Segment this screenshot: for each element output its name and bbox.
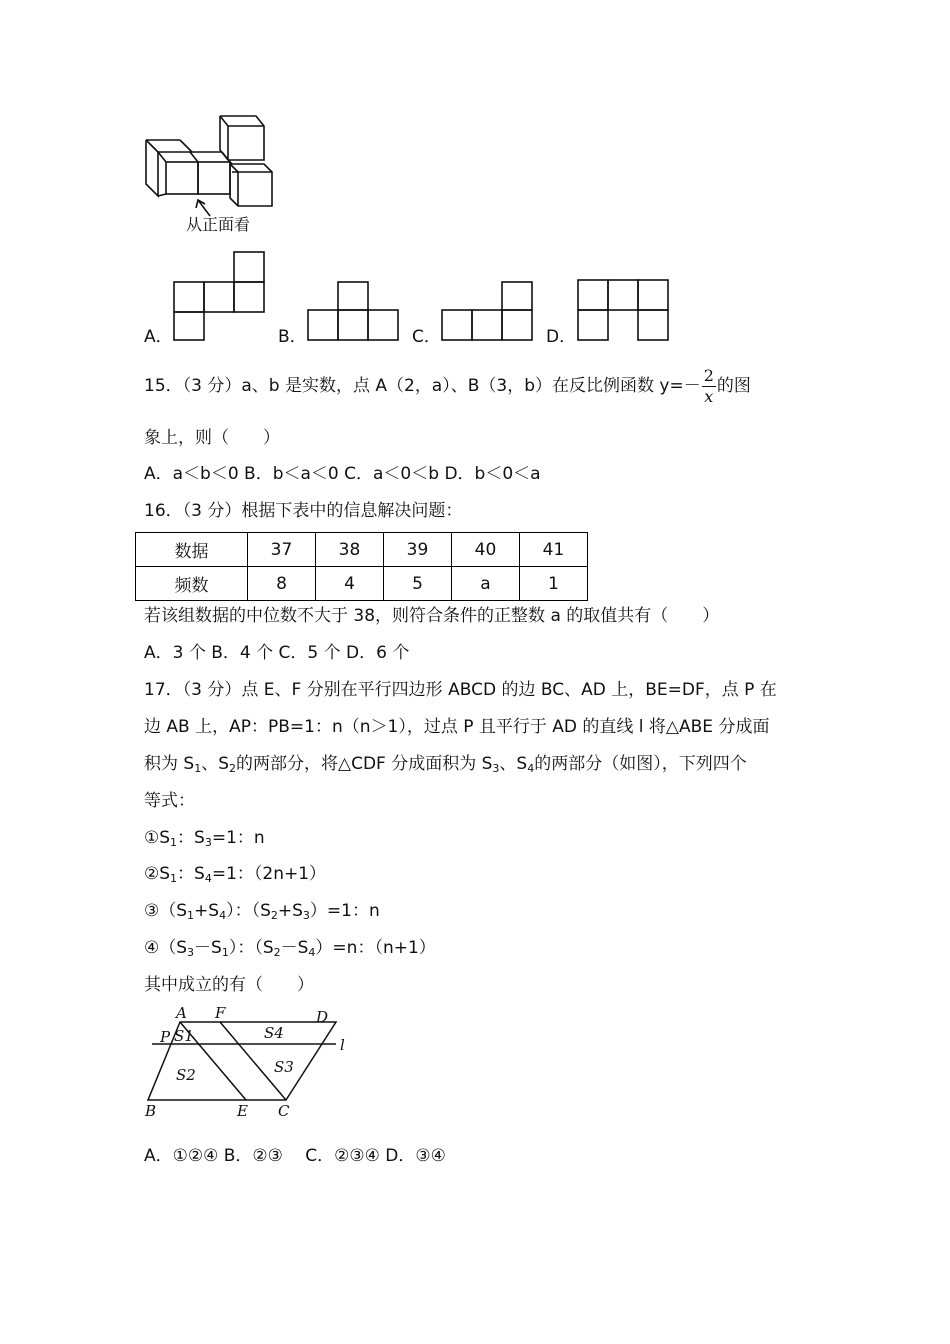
q17-equation-2 bbox=[144, 863, 326, 885]
table-cell: 38 bbox=[316, 533, 384, 567]
subscript: 3 bbox=[187, 946, 195, 959]
table-cell: 37 bbox=[248, 533, 316, 567]
text-run: =1：（2n+1） bbox=[211, 864, 327, 884]
table-cell: 频数 bbox=[136, 567, 248, 601]
table-row bbox=[136, 567, 588, 601]
q17-equation-3 bbox=[144, 900, 380, 922]
q17-question: 其中成立的有（ ） bbox=[144, 975, 314, 995]
subscript: 2 bbox=[273, 946, 281, 959]
text-run: ④（S bbox=[144, 938, 188, 958]
q17-options: A．①②④ B．②③ C．②③④ D．③④ bbox=[144, 1146, 446, 1166]
q17-line3 bbox=[144, 753, 747, 775]
label-f: F bbox=[215, 1004, 226, 1022]
q14-option-a-label: A． bbox=[144, 327, 173, 347]
text-run: ②S bbox=[144, 864, 171, 884]
subscript: 3 bbox=[492, 762, 500, 775]
table-cell: a bbox=[452, 567, 520, 601]
q15-fraction-denominator: x bbox=[704, 386, 714, 406]
subscript: 1 bbox=[194, 762, 202, 775]
subscript: 4 bbox=[219, 909, 227, 922]
label-s3: S3 bbox=[274, 1058, 294, 1076]
table-cell: 5 bbox=[384, 567, 452, 601]
subscript: 1 bbox=[187, 909, 195, 922]
label-a: A bbox=[176, 1004, 187, 1022]
text-run: ③（S bbox=[144, 901, 188, 921]
q14-option-a-figure bbox=[172, 250, 266, 342]
q16-question: 若该组数据的中位数不大于 38，则符合条件的正整数 a 的取值共有（ ） bbox=[144, 606, 720, 626]
q15-fraction-numerator: 2 bbox=[703, 365, 714, 385]
text-run: －S bbox=[280, 938, 309, 958]
q14-option-c-figure bbox=[440, 280, 534, 342]
label-s4: S4 bbox=[264, 1024, 284, 1042]
q17-line4: 等式： bbox=[144, 791, 195, 811]
label-e: E bbox=[237, 1102, 248, 1120]
q14-option-b-figure bbox=[306, 280, 400, 342]
q17-equation-1 bbox=[144, 827, 265, 849]
text-run: ：S bbox=[177, 828, 205, 848]
q16-frequency-table bbox=[135, 532, 588, 601]
q17-line2: 边 AB 上，AP：PB=1：n（n＞1），过点 P 且平行于 AD 的直线 l 将△ABE 分成面 bbox=[144, 717, 770, 737]
text-run: +S bbox=[194, 901, 220, 921]
q17-line1: 17．（3 分）点 E、F 分别在平行四边形 ABCD 的边 BC、AD 上，BE=DF，点 P 在 bbox=[144, 680, 777, 700]
label-c: C bbox=[278, 1102, 290, 1120]
q15-options: A．a＜b＜0 B．b＜a＜0 C．a＜0＜b D．b＜0＜a bbox=[144, 464, 541, 484]
q15-stem bbox=[144, 364, 751, 408]
subscript: 3 bbox=[204, 836, 212, 849]
q14-option-d-label: D． bbox=[546, 327, 577, 347]
text-run: ）=n：（n+1） bbox=[315, 938, 436, 958]
table-cell: 40 bbox=[452, 533, 520, 567]
q17-equation-4 bbox=[144, 937, 436, 959]
table-cell: 8 bbox=[248, 567, 316, 601]
label-s1: S1 bbox=[174, 1027, 194, 1045]
label-b: B bbox=[145, 1102, 157, 1120]
text-run: +S bbox=[277, 901, 303, 921]
text-run: =1：n bbox=[211, 828, 265, 848]
subscript: 1 bbox=[170, 836, 178, 849]
table-cell: 41 bbox=[520, 533, 588, 567]
label-l: l bbox=[340, 1036, 345, 1054]
q15-fraction bbox=[702, 366, 716, 407]
label-p: P bbox=[160, 1028, 171, 1046]
subscript: 1 bbox=[221, 946, 229, 959]
table-cell: 数据 bbox=[136, 533, 248, 567]
label-d: D bbox=[316, 1008, 329, 1026]
text-run: 的两部分，将△CDF 分成面积为 S bbox=[236, 754, 493, 774]
label-s2: S2 bbox=[176, 1066, 196, 1084]
table-cell: 1 bbox=[520, 567, 588, 601]
q15-stem-prefix: 15．（3 分）a、b 是实数，点 A（2，a）、B（3，b）在反比例函数 y=－ bbox=[144, 376, 701, 396]
text-run: ①S bbox=[144, 828, 171, 848]
q14-option-d-figure bbox=[576, 278, 670, 342]
subscript: 1 bbox=[170, 872, 178, 885]
subscript: 4 bbox=[308, 946, 316, 959]
text-run: 的两部分（如图），下列四个 bbox=[534, 754, 747, 774]
subscript: 2 bbox=[229, 762, 236, 775]
text-run: 、S bbox=[499, 754, 528, 774]
q15-stem-suffix: 的图 bbox=[716, 376, 751, 396]
text-run: ：S bbox=[177, 864, 205, 884]
text-run: －S bbox=[194, 938, 222, 958]
text-run: 积为 S bbox=[144, 754, 195, 774]
subscript: 4 bbox=[527, 762, 535, 775]
text-run: ）=1：n bbox=[309, 901, 380, 921]
table-cell: 4 bbox=[316, 567, 384, 601]
q14-option-b-label: B． bbox=[278, 327, 307, 347]
table-row bbox=[136, 533, 588, 567]
q14-option-c-label: C． bbox=[412, 327, 441, 347]
text-run: ）：（S bbox=[228, 938, 274, 958]
view-direction-caption: 从正面看 bbox=[186, 215, 251, 234]
subscript: 3 bbox=[302, 909, 310, 922]
subscript: 4 bbox=[204, 872, 212, 885]
q15-stem-line2: 象上，则（ ） bbox=[144, 428, 280, 448]
text-run: ）：（S bbox=[226, 901, 271, 921]
q17-parallelogram-figure bbox=[140, 1004, 360, 1122]
q16-stem: 16．（3 分）根据下表中的信息解决问题： bbox=[144, 501, 463, 521]
q16-options: A．3 个 B．4 个 C．5 个 D．6 个 bbox=[144, 643, 410, 663]
table-cell: 39 bbox=[384, 533, 452, 567]
text-run: 、S bbox=[201, 754, 229, 774]
subscript: 2 bbox=[270, 909, 278, 922]
